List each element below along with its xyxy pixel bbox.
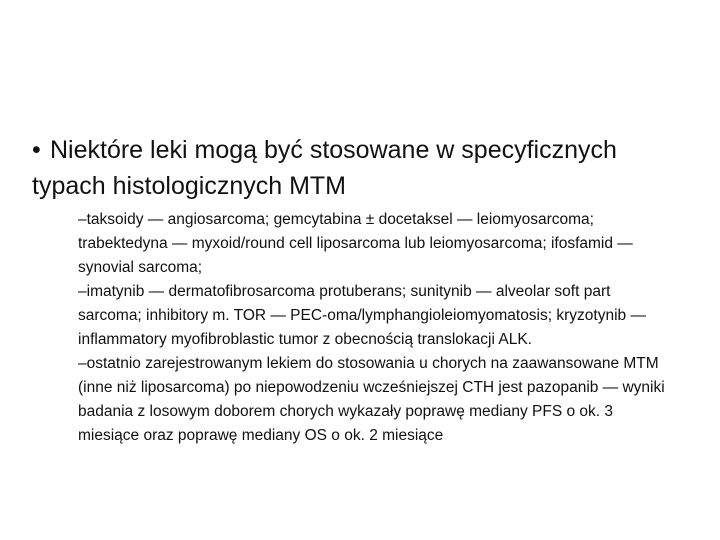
subitem-imatinib: –imatynib — dermatofibrosarcoma protuberans; sunitynib — alveolar soft part sarcoma; inhibitory m. TOR — PEC-oma/lymphangioleiomyomatosis; kryzotynib — inflammatory myofibroblastic tumor z obecnością translokacji ALK. <box>78 283 646 348</box>
headline-bullet <box>32 132 672 204</box>
subitem-taxoids: –taksoidy — angiosarcoma; gemcytabina ± docetaksel — leiomyosarcoma; trabektedyna — myxoid/round cell liposarcoma lub leiomyosarcoma; ifosfamid — synovial sarcoma; <box>78 211 633 276</box>
headline-text: Niektóre leki mogą być stosowane w specyficznych typach histologicznych MTM <box>32 136 617 200</box>
subitem-list <box>78 208 678 448</box>
subitem-pazopanib: –ostatnio zarejestrowanym lekiem do stosowania u chorych na zaawansowane MTM (inne niż liposarcoma) po niepowodzeniu wcześniejszej CTH jest pazopanib — wyniki badania z losowym doborem chorych wykazały poprawę mediany PFS o ok. 3 miesiące oraz poprawę mediany OS o ok. 2 miesiące <box>78 355 665 444</box>
bullet-symbol: • <box>32 136 41 164</box>
